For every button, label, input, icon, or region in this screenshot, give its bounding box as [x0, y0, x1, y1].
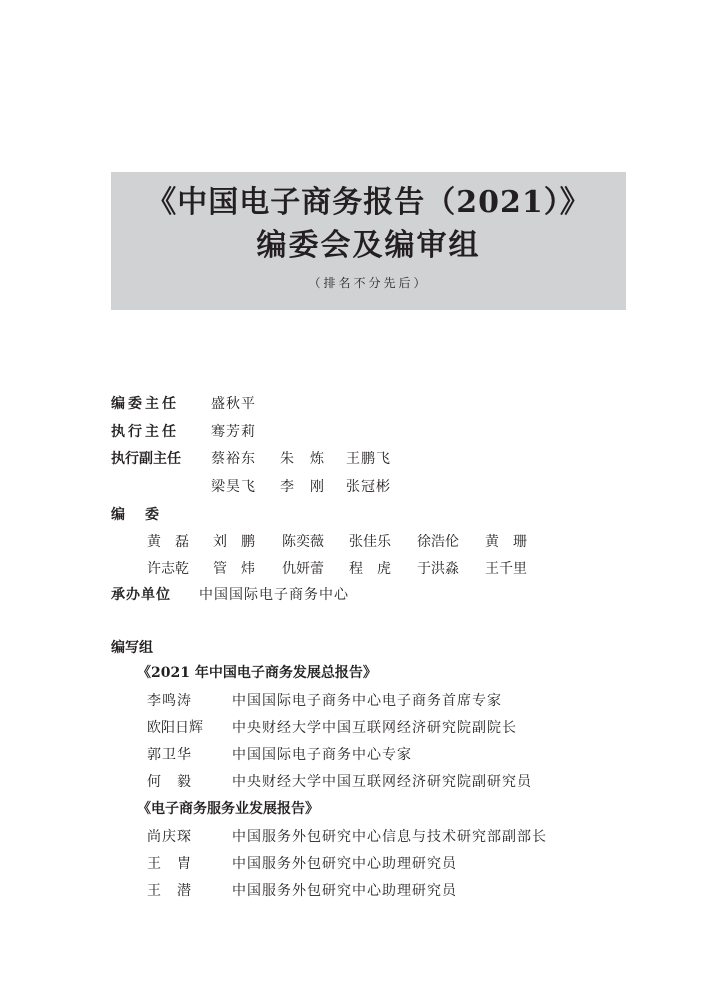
author-title: 中国国际电子商务中心专家 [232, 747, 412, 763]
page-subtitle: 编委会及编审组 [256, 228, 481, 263]
member-name: 许志乾 [147, 561, 189, 577]
deputy-name: 梁昊飞 [211, 479, 256, 495]
member-name: 刘 鹏 [213, 534, 255, 550]
author-name: 郭卫华 [147, 747, 192, 763]
director-name: 盛秋平 [211, 396, 256, 412]
author-name: 王 潜 [147, 883, 192, 899]
deputy-name: 李 刚 [280, 479, 325, 495]
member-name: 王千里 [485, 561, 527, 577]
member-name: 黄 磊 [147, 534, 189, 550]
deputy-director-label: 执行副主任 [111, 451, 181, 467]
organizer-name: 中国国际电子商务中心 [199, 587, 349, 603]
organizer-label: 承办单位 [111, 587, 171, 603]
report-title: 《2021 年中国电子商务发展总报告》 [137, 665, 377, 681]
author-title: 中央财经大学中国互联网经济研究院副研究员 [232, 774, 532, 790]
deputy-name: 蔡裕东 [211, 451, 256, 467]
writers-heading: 编写组 [111, 640, 153, 656]
deputy-name: 朱 炼 [280, 451, 325, 467]
page-title: 《中国电子商务报告（2021）》 [146, 185, 591, 220]
member-name: 陈奕薇 [282, 534, 324, 550]
members-label: 编 委 [111, 507, 162, 523]
author-name: 尚庆琛 [147, 829, 192, 845]
author-name: 李鸣涛 [147, 693, 192, 709]
author-name: 何 毅 [147, 774, 192, 790]
member-name: 张佳乐 [349, 534, 391, 550]
director-label: 编委主任 [111, 396, 179, 412]
author-name: 欧阳日辉 [147, 720, 203, 736]
author-title: 中央财经大学中国互联网经济研究院副院长 [232, 720, 517, 736]
author-title: 中国服务外包研究中心助理研究员 [232, 883, 457, 899]
author-title: 中国服务外包研究中心信息与技术研究部副部长 [232, 829, 547, 845]
member-name: 管 炜 [213, 561, 255, 577]
report-title: 《电子商务服务业发展报告》 [137, 801, 319, 817]
member-name: 仇妍蕾 [282, 561, 324, 577]
member-name: 于洪淼 [417, 561, 459, 577]
member-name: 黄 珊 [485, 534, 527, 550]
author-title: 中国国际电子商务中心电子商务首席专家 [232, 693, 502, 709]
executive-director-name: 骞芳莉 [211, 424, 256, 440]
executive-director-label: 执行主任 [111, 424, 179, 440]
author-name: 王 胄 [147, 856, 192, 872]
author-title: 中国服务外包研究中心助理研究员 [232, 856, 457, 872]
deputy-name: 张冠彬 [346, 479, 391, 495]
deputy-name: 王鹏飞 [346, 451, 391, 467]
title-banner [111, 172, 626, 310]
member-name: 徐浩伦 [417, 534, 459, 550]
member-name: 程 虎 [349, 561, 391, 577]
ranking-note: （排名不分先后） [308, 276, 429, 290]
